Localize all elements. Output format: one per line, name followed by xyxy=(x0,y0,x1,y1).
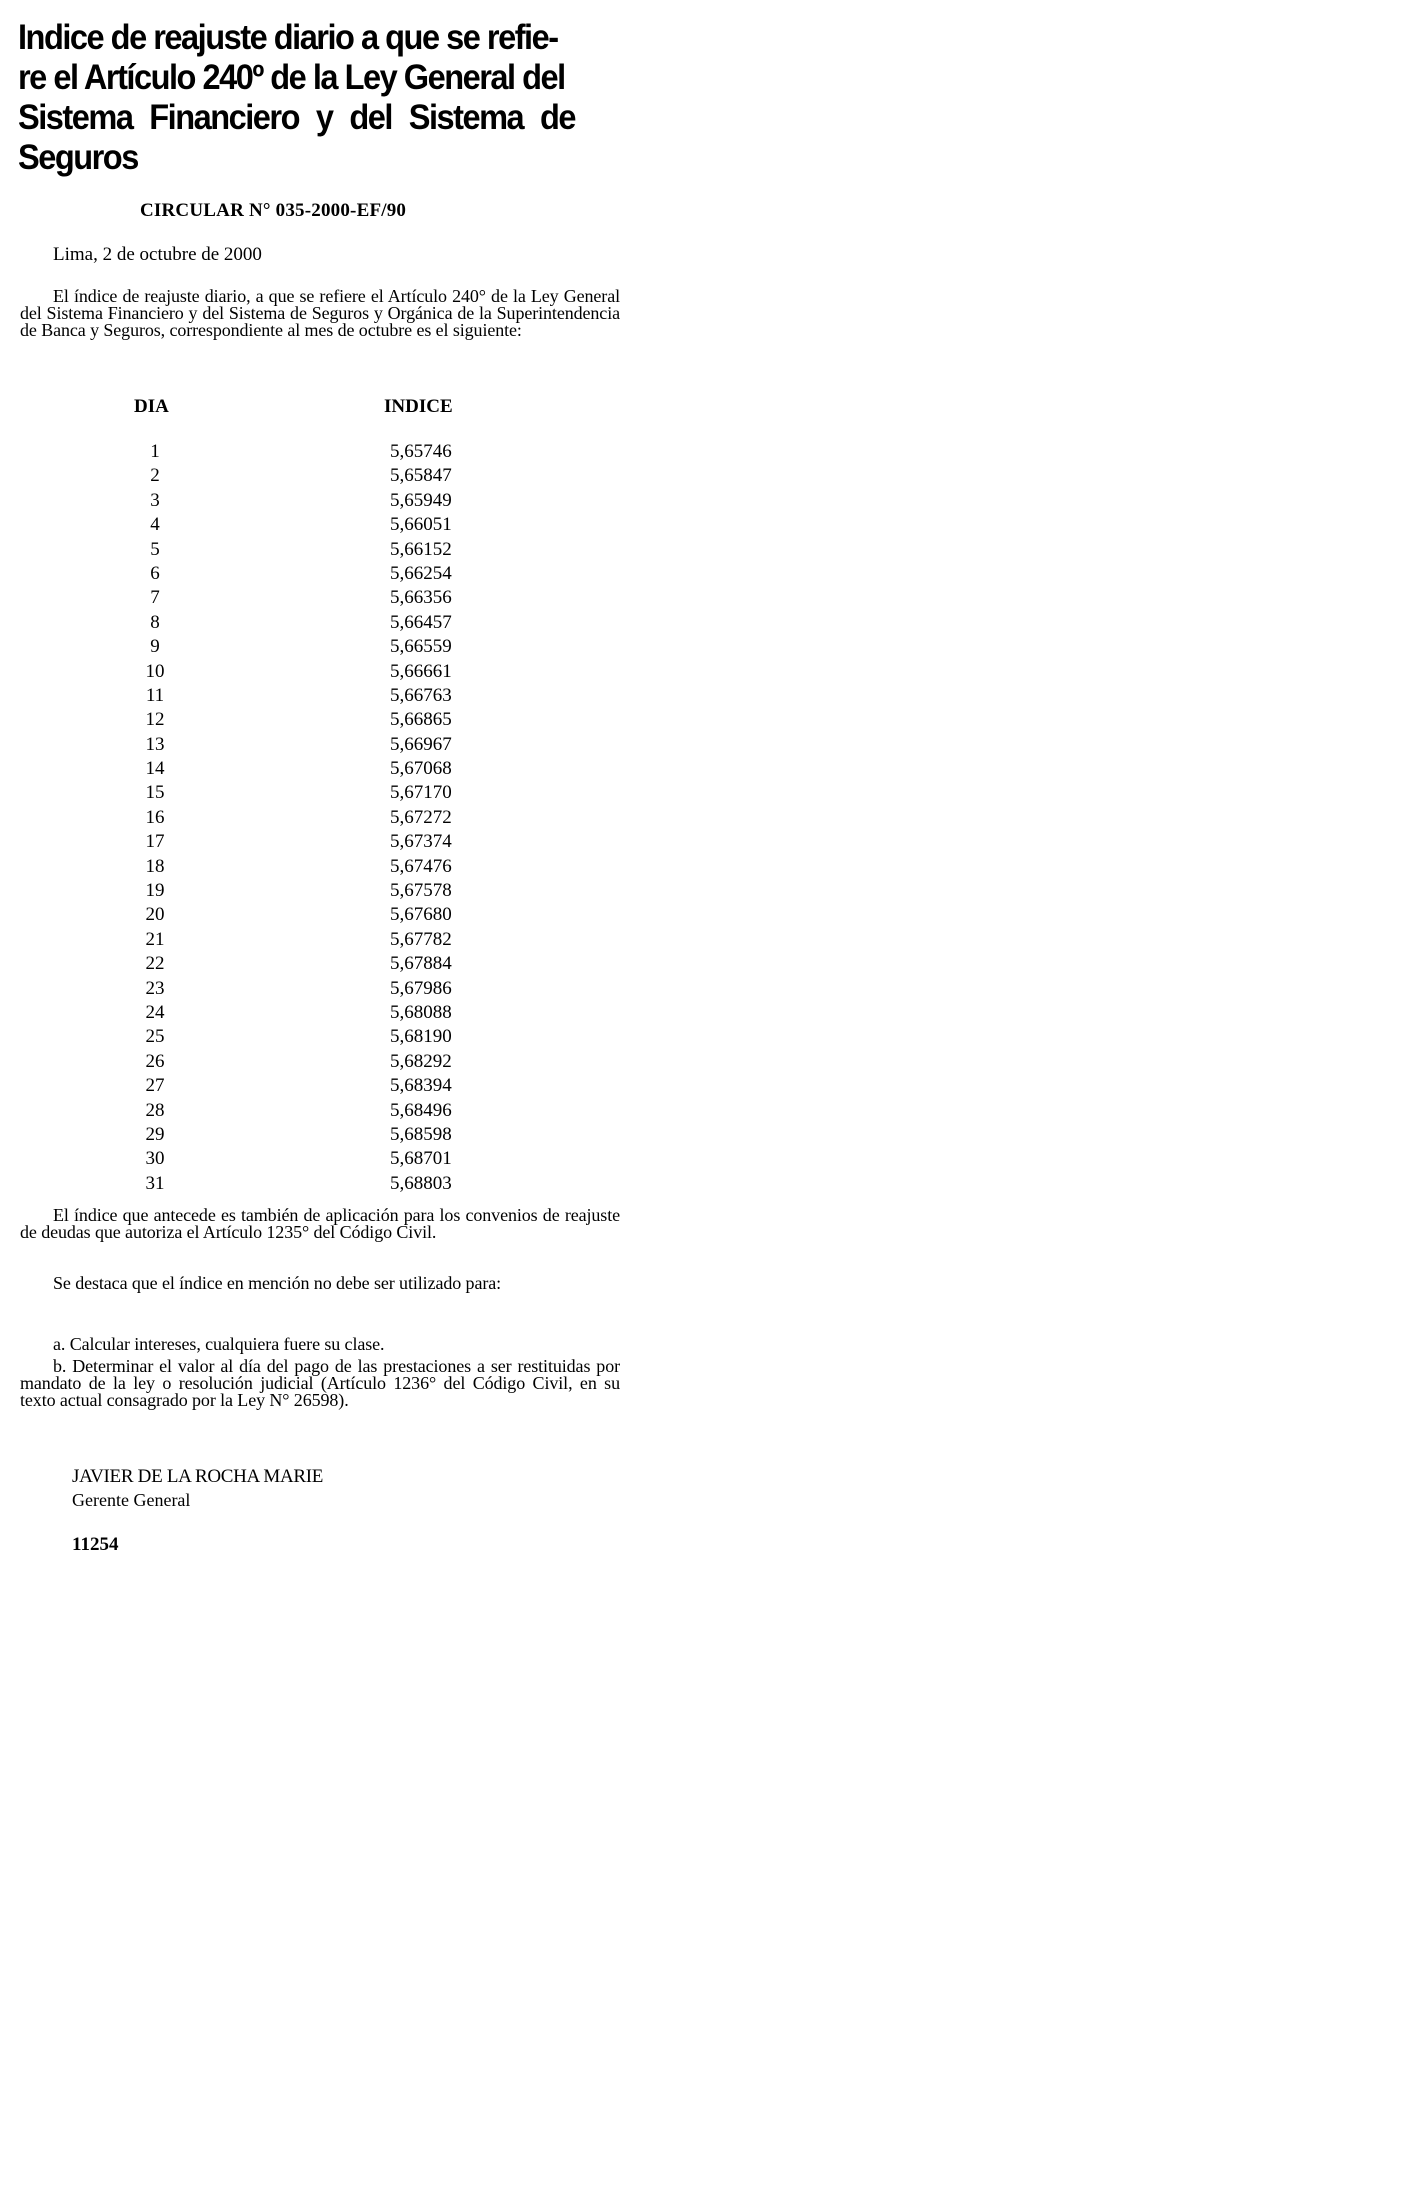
table-row xyxy=(0,855,600,879)
table-row xyxy=(0,1123,600,1147)
table-row xyxy=(0,1001,600,1025)
dia-cell: 23 xyxy=(145,977,165,999)
table-row xyxy=(0,830,600,854)
table-row xyxy=(0,1025,600,1049)
table-row xyxy=(0,440,600,464)
table-row xyxy=(0,1147,600,1171)
dia-cell: 21 xyxy=(145,928,165,950)
dia-cell: 1 xyxy=(150,441,160,462)
dia-cell: 13 xyxy=(145,733,165,755)
indice-cell: 5,68088 xyxy=(390,1001,452,1023)
indice-cell: 5,66763 xyxy=(390,684,452,706)
dia-cell: 26 xyxy=(145,1050,165,1072)
signatory-role: Gerente General xyxy=(72,1490,191,1510)
indice-cell: 5,68394 xyxy=(390,1075,452,1097)
restriction-paragraph xyxy=(20,1275,620,1292)
table-row xyxy=(0,611,600,635)
indice-cell: 5,68701 xyxy=(390,1148,452,1170)
indice-cell: 5,66967 xyxy=(390,733,452,755)
restriction-text: Se destaca que el índice en mención no debe ser utilizado para: xyxy=(53,1273,502,1293)
item-b-text: b. Determinar el valor al día del pago de las prestaciones a ser restituidas por mandato de la ley o resolución judicial (Artículo 1236° del Código Civil, en su texto actual consagrado por la Ley N° 26598). xyxy=(20,1356,620,1410)
closing-paragraph xyxy=(20,1207,620,1241)
indice-cell: 5,67782 xyxy=(390,928,452,950)
dia-cell: 15 xyxy=(145,782,165,804)
title-line: Sistema Financiero y del Sistema de xyxy=(18,98,576,137)
circular-number: CIRCULAR N° 035-2000-EF/90 xyxy=(140,200,407,221)
table-row xyxy=(0,1099,600,1123)
indice-cell: 5,67374 xyxy=(390,831,452,853)
indice-cell: 5,66051 xyxy=(390,514,452,536)
dia-cell: 24 xyxy=(145,1001,165,1023)
dia-cell: 7 xyxy=(150,587,160,609)
dia-cell: 14 xyxy=(145,758,165,780)
intro-text: El índice de reajuste diario, a que se refiere el Artículo 240° de la Ley General del Sistema Financiero y del Sistema de Seguros y Orgánica de la Superintendencia de Banca y Seguros, correspondiente al mes de octubre es el siguiente: xyxy=(20,286,620,340)
table-row xyxy=(0,660,600,684)
indice-cell: 5,67476 xyxy=(390,855,452,877)
title-line: Indice de reajuste diario a que se refie- xyxy=(18,18,558,57)
item-a xyxy=(20,1336,620,1353)
indice-cell: 5,67986 xyxy=(390,977,452,999)
signatory-name: JAVIER DE LA ROCHA MARIE xyxy=(72,1466,324,1487)
indice-cell: 5,65746 xyxy=(390,441,452,462)
table-row xyxy=(0,977,600,1001)
indice-cell: 5,66559 xyxy=(390,636,452,658)
table-row xyxy=(0,562,600,586)
table-row xyxy=(0,1172,600,1196)
indice-cell: 5,68292 xyxy=(390,1050,452,1072)
dia-cell: 25 xyxy=(145,1026,165,1048)
dia-cell: 18 xyxy=(145,855,165,877)
indice-cell: 5,66254 xyxy=(390,562,452,584)
table-row xyxy=(0,538,600,562)
indice-cell: 5,66356 xyxy=(390,587,452,609)
table-row xyxy=(0,806,600,830)
header-indice: INDICE xyxy=(384,396,453,417)
publication-code: 11254 xyxy=(72,1534,119,1555)
indice-cell: 5,68803 xyxy=(390,1172,452,1194)
indice-cell: 5,66661 xyxy=(390,660,452,682)
indice-cell: 5,65949 xyxy=(390,489,452,511)
table-row xyxy=(0,879,600,903)
indice-cell: 5,67884 xyxy=(390,953,452,975)
item-a-text: a. Calcular intereses, cualquiera fuere su clase. xyxy=(53,1334,385,1354)
indice-cell: 5,67578 xyxy=(390,880,452,902)
indice-cell: 5,66865 xyxy=(390,709,452,731)
document-title xyxy=(18,18,576,178)
table-row xyxy=(0,757,600,781)
table-row xyxy=(0,928,600,952)
closing-text: El índice que antecede es también de aplicación para los convenios de reajuste de deudas que autoriza el Artículo 1235° del Código Civil. xyxy=(20,1205,620,1242)
dia-cell: 19 xyxy=(145,880,165,902)
header-dia: DIA xyxy=(134,396,169,417)
indice-cell: 5,66152 xyxy=(390,538,452,560)
item-b xyxy=(20,1358,620,1409)
table-row xyxy=(0,781,600,805)
dia-cell: 28 xyxy=(145,1099,165,1121)
index-table xyxy=(0,440,600,1196)
dia-cell: 22 xyxy=(145,953,165,975)
dia-cell: 4 xyxy=(150,514,160,536)
place-date: Lima, 2 de octubre de 2000 xyxy=(53,244,262,265)
indice-cell: 5,67272 xyxy=(390,806,452,828)
table-row xyxy=(0,903,600,927)
table-row xyxy=(0,1050,600,1074)
dia-cell: 27 xyxy=(145,1075,165,1097)
dia-cell: 31 xyxy=(145,1172,165,1194)
table-row xyxy=(0,733,600,757)
table-row xyxy=(0,708,600,732)
table-row xyxy=(0,1074,600,1098)
dia-cell: 12 xyxy=(145,709,165,731)
dia-cell: 20 xyxy=(145,904,165,926)
dia-cell: 10 xyxy=(145,660,165,682)
dia-cell: 29 xyxy=(145,1123,165,1145)
intro-paragraph xyxy=(20,288,620,339)
title-line: re el Artículo 240º de la Ley General del xyxy=(18,58,565,97)
indice-cell: 5,68496 xyxy=(390,1099,452,1121)
table-row xyxy=(0,513,600,537)
dia-cell: 9 xyxy=(150,636,160,658)
indice-cell: 5,65847 xyxy=(390,465,452,487)
indice-cell: 5,66457 xyxy=(390,611,452,633)
dia-cell: 16 xyxy=(145,806,165,828)
dia-cell: 2 xyxy=(150,465,160,487)
table-row xyxy=(0,464,600,488)
dia-cell: 6 xyxy=(150,562,160,584)
title-line: Seguros xyxy=(18,138,138,177)
dia-cell: 11 xyxy=(145,684,165,706)
indice-cell: 5,67068 xyxy=(390,758,452,780)
indice-cell: 5,68598 xyxy=(390,1123,452,1145)
table-row xyxy=(0,952,600,976)
indice-cell: 5,68190 xyxy=(390,1026,452,1048)
table-row xyxy=(0,489,600,513)
table-row xyxy=(0,586,600,610)
table-row xyxy=(0,635,600,659)
dia-cell: 8 xyxy=(150,611,160,633)
dia-cell: 17 xyxy=(145,831,165,853)
table-row xyxy=(0,684,600,708)
indice-cell: 5,67170 xyxy=(390,782,452,804)
indice-cell: 5,67680 xyxy=(390,904,452,926)
dia-cell: 3 xyxy=(150,489,160,511)
dia-cell: 30 xyxy=(145,1148,165,1170)
dia-cell: 5 xyxy=(150,538,160,560)
